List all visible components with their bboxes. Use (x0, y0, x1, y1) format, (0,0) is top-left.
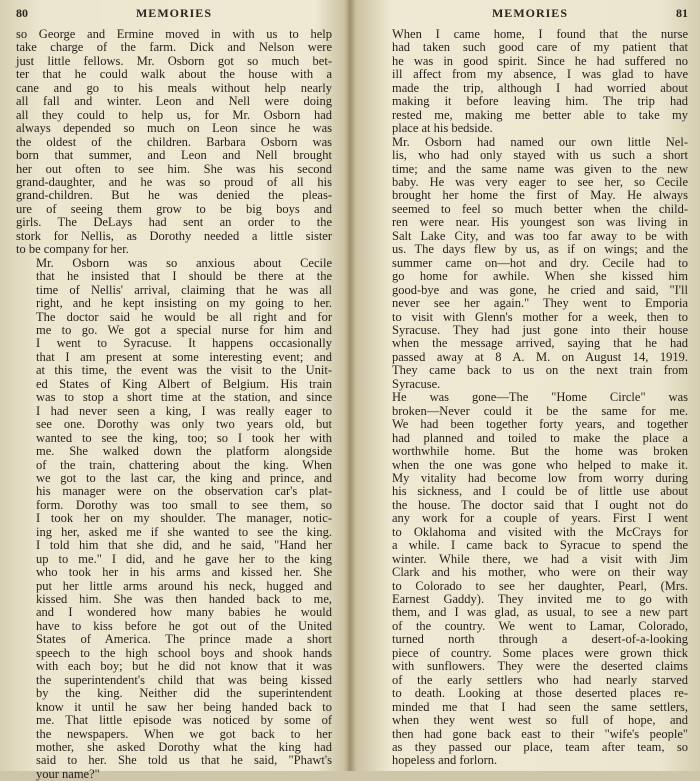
text-line: turned north through a desert-of-a-looking (392, 632, 688, 647)
text-line: then had gone back east to their "wife's people" (392, 726, 688, 741)
text-line: girls. The DeLays had sent an order to the (16, 215, 332, 230)
text-line: all they could to help us, for Mr. Osborn had (16, 107, 332, 122)
text-line: I took her on my shoulder. The manager, notic- (36, 511, 332, 526)
text-line: so George and Ermine moved in with us to help (16, 27, 332, 41)
text-line: We had been together forty years, and together (392, 417, 688, 432)
text-line: when the message arrived, saying that he had (392, 336, 688, 351)
text-line: the house. The doctor said that I ought not do (392, 497, 688, 512)
text-line: time of Nellis' arrival, claiming that he was all (36, 282, 332, 297)
text-line: Clark and his mother, who were on their way (392, 565, 688, 580)
text-line: his manager were on the observation car's plat- (36, 484, 332, 499)
text-line: was to stop a short time at the station, and since (36, 390, 332, 405)
text-line: your name?" (36, 766, 100, 781)
text-line: ren were near. His youngest son was living in (392, 215, 688, 230)
text-line: brought her home the first of May. He always (392, 188, 688, 203)
text-line: a while. I came back to Syracue to spend the (392, 538, 688, 553)
text-line: had planned and toiled to make the place a (392, 430, 688, 445)
text-line: ill affect from my absence, I was glad to have (392, 67, 688, 82)
text-line: when they went west so full of hope, and (392, 713, 688, 728)
text-line: to be company for her. (16, 242, 129, 257)
paragraph (372, 136, 688, 392)
text-line: with sunflowers. They were the deserted claims (392, 659, 688, 674)
text-line: her out often to see him. She was his second (16, 161, 332, 176)
text-line: as they passed our place, team after team, so (392, 740, 688, 755)
paragraph (372, 391, 688, 768)
text-line: Earnest Gaddy). They invited me to go with (392, 592, 688, 607)
text-line: piece of country. Some places were grown thick (392, 645, 688, 660)
text-line: summer came on—hot and dry. Cecile had to (392, 255, 688, 270)
text-line: good-bye and was gone, he cried and said, "I'll (392, 282, 688, 297)
text-line: his sickness, and I could be of little use about (392, 484, 688, 499)
text-line: that he insisted that I should be there at the (36, 269, 332, 284)
text-line: any work for a couple of years. First I went (392, 511, 688, 526)
text-line: go home for awhile. When she kissed him (392, 269, 688, 284)
text-line: to Oklahoma and visited with the McCrays for (392, 524, 688, 539)
right-page-text (372, 28, 688, 768)
text-line: I told him that she did, and he said, "Hand her (36, 538, 332, 553)
text-line: time; and the same name was given to the new (392, 161, 688, 176)
text-line: born that summer, and Leon and Nell brought (16, 148, 332, 163)
text-line: right, and he kept insisting on my going to her. (36, 296, 332, 311)
left-page-text (16, 28, 332, 781)
text-line: I had never seen a king, I was really eager to (36, 403, 332, 418)
text-line: take charge of the farm. Dick and Nelson were (16, 40, 332, 55)
text-line: of the early settlers who had nearly starved (392, 672, 688, 687)
text-line: the newspapers. When we got back to her (36, 726, 332, 741)
text-line: speech to the high school boys and shook hands (36, 645, 332, 660)
text-line: ing her, asked me if she wanted to see the king. (36, 524, 332, 539)
text-line: lis, who had only stayed with us such a short (392, 148, 688, 163)
right-page-header (372, 6, 688, 28)
text-line: worthwhile home. But the home was broken (392, 444, 688, 459)
left-page-header (16, 6, 332, 28)
text-line: made the trip, although I had worried about (392, 80, 688, 95)
text-line: wanted to see the king, too; so I took her with (36, 430, 332, 445)
text-line: when the one was gone who helped to make it. (392, 457, 688, 472)
text-line: form. Dorothy was too small to see them, so (36, 497, 332, 512)
text-line: Syracuse. (392, 376, 441, 391)
text-line: have to kiss before he got out of the United (36, 618, 332, 633)
text-line: always depended so much on Leon since he was (16, 121, 332, 136)
text-line: making it before leaving him. The trip had (392, 94, 688, 109)
text-line: kissed him. She was then handed back to me, (36, 592, 332, 607)
text-line: see one. Dorothy was only two years old, but (36, 417, 332, 432)
text-line: He was gone—The "Home Circle" was (392, 390, 688, 405)
text-line: I went to Syracuse. It happens occasionally (36, 336, 332, 351)
text-line: Syracuse. They had just gone into their house (392, 322, 688, 337)
text-line: me. She walked down the platform alongside (36, 444, 332, 459)
text-line: to visit with Glenn's mother for a week, then to (392, 309, 688, 324)
text-line: place at his bedside. (392, 121, 493, 136)
text-line: The doctor said he would be all right and for (36, 309, 332, 324)
paragraph (16, 257, 332, 781)
text-line: Salt Lake City, and was too far away to be with (392, 228, 688, 243)
text-line: of the country. We went to Lamar, Colorado, (392, 618, 688, 633)
text-line: Mr. Osborn had named our own little Nel- (392, 134, 688, 149)
left-page (0, 0, 346, 781)
text-line: and I wondered how many babies he would (36, 605, 332, 620)
text-line: at this time, the event was the visit to the Unit- (36, 363, 332, 378)
text-line: know it until he saw her being handed back to (36, 699, 332, 714)
text-line: put her little arms around his neck, hugged and (36, 578, 332, 593)
text-line: me. That little episode was noticed by some of (36, 713, 332, 728)
text-line: winter. While there, we had a visit with Jim (392, 551, 688, 566)
running-title: MEMORIES (491, 6, 568, 20)
text-line: them, and I was glad, as usual, to see a new part (392, 605, 688, 620)
running-title: MEMORIES (135, 6, 212, 20)
text-line: seemed to feel so much better when the child- (392, 201, 688, 216)
text-line: me to go. We got a special nurse for him and (36, 322, 332, 337)
page-number: 80 (16, 6, 28, 20)
text-line: with each boy; but he did not know that it was (36, 659, 332, 674)
text-line: mother, she asked Dorothy what the king had (36, 740, 332, 755)
text-line: ure of seeing them grow to be big boys and (16, 201, 332, 216)
text-line: the oldest of the children. Barbara Osborn was (16, 134, 332, 149)
text-line: hopeless and forlorn. (392, 753, 498, 768)
text-line: ter that he could walk about the house with a (16, 67, 332, 82)
paragraph (372, 28, 688, 136)
text-line: us. The days flew by us, as if on wings; and the (392, 242, 688, 257)
text-line: up to me." I did, and he gave her to the king (36, 551, 332, 566)
text-line: that I am present at some interesting event; and (36, 349, 332, 364)
text-line: never see her again." They went to Emporia (392, 296, 688, 311)
right-page (354, 0, 700, 771)
text-line: Mr. Osborn was so anxious about Cecile (36, 255, 332, 270)
text-line: all fall and winter. Leon and Nell were doing (16, 94, 332, 109)
text-line: ed States of King Albert of Belgium. His train (36, 376, 332, 391)
text-line: minded me that I had seen the same settlers, (392, 699, 688, 714)
page-number: 81 (676, 6, 688, 20)
text-line: grand-daughter, and he was so proud of all his (16, 174, 332, 189)
text-line: he was in good spirit. Since he had suffered no (392, 53, 688, 68)
text-line: cane and go to his meals without help nearly (16, 80, 332, 95)
text-line: the superintendent's child that was being kissed (36, 672, 332, 687)
paragraph (16, 28, 332, 257)
text-line: to Colorado to see her daughter, Pearl, (Mrs. (392, 578, 688, 593)
text-line: stork for Nellis, as Dorothy needed a little sister (16, 228, 332, 243)
text-line: just little fellows. Mr. Osborn got so much bet- (16, 53, 332, 68)
text-line: to death. Looking at those deserted places re- (392, 686, 688, 701)
text-line: When I came home, I found that the nurse (392, 27, 688, 41)
text-line: States of America. The prince made a short (36, 632, 332, 647)
text-line: grand-children. But he was denied the pleas- (16, 188, 332, 203)
text-line: baby. He was very eager to see her, so Cecile (392, 174, 688, 189)
text-line: passed away at 8 A. M. on August 14, 1919. (392, 349, 688, 364)
text-line: My vitality had become low from worry during (392, 470, 688, 485)
text-line: had taken such good care of my patient that (392, 40, 688, 55)
text-line: They came back to us on the next train from (392, 363, 688, 378)
text-line: we got to the last car, the king and prince, and (36, 470, 332, 485)
text-line: by the king. Neither did the superintendent (36, 686, 332, 701)
text-line: who took her in his arms and kissed her. She (36, 565, 332, 580)
text-line: of the train, chattering about the king. When (36, 457, 332, 472)
text-line: said to her. She told us that he said, "Phawt's (36, 753, 332, 768)
text-line: broken—Never could it be the same for me. (392, 403, 688, 418)
text-line: rested me, making me better able to take my (392, 107, 688, 122)
